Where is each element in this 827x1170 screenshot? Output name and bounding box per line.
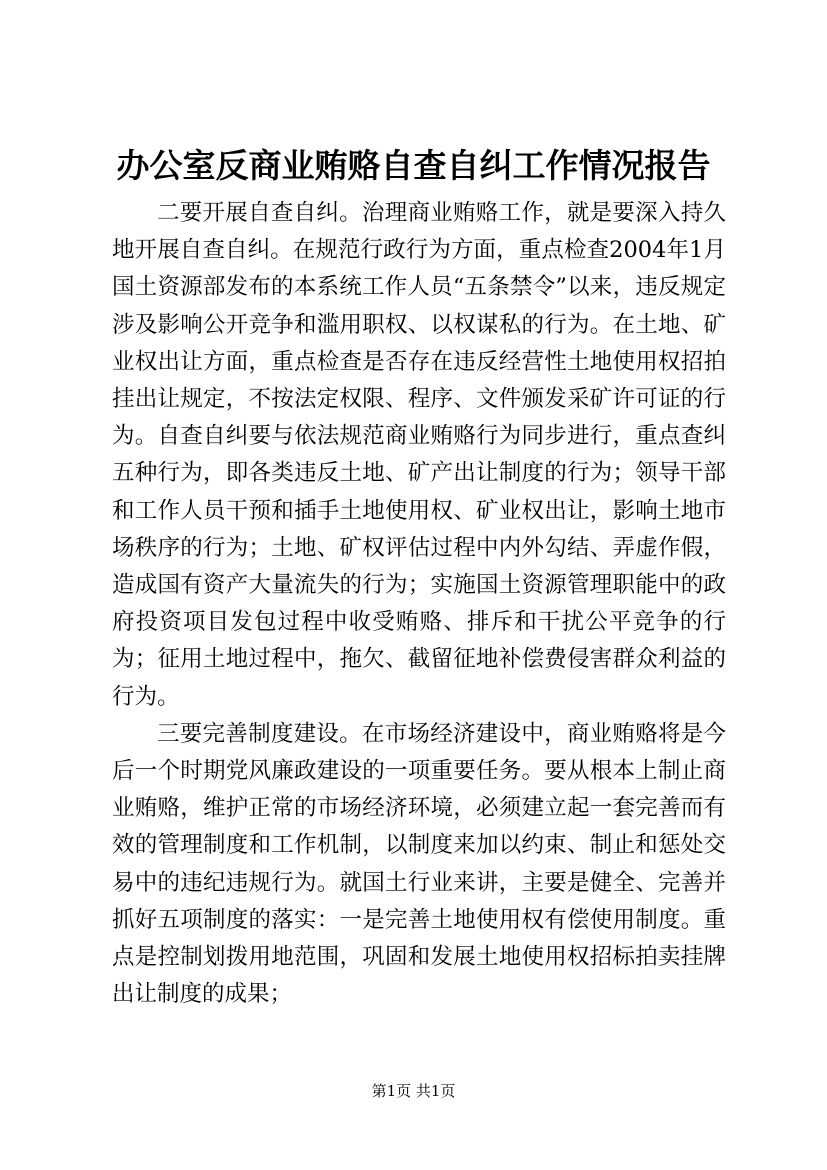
document-title: 办公室反商业贿赂自查自纠工作情况报告 <box>116 146 711 185</box>
paragraph: 二要开展自查自纠。治理商业贿赂工作，就是要深入持久地开展自查自纠。在规范行政行为方面，重点检查2004年1月国土资源部发布的本系统工作人员“五条禁令”以来，违反规定涉及影响公开竞争和滥用职权、以权谋私的行为。在土地、矿业权出让方面，重点检查是否存在违反经营性土地使用权招拍挂出让规定，不按法定权限、程序、文件颁发采矿许可证的行为。自查自纠要与依法规范商业贿赂行为同步进行，重点查纠五种行为，即各类违反土地、矿产出让制度的行为；领导干部和工作人员干预和插手土地使用权、矿业权出让，影响土地市场秩序的行为；土地、矿权评估过程中内外勾结、弄虚作假，造成国有资产大量流失的行为；实施国土资源管理职能中的政府投资项目发包过程中收受贿赂、排斥和干扰公平竞争的行为；征用土地过程中，拖欠、截留征地补偿费侵害群众利益的行为。 <box>112 200 726 710</box>
paragraph: 三要完善制度建设。在市场经济建设中，商业贿赂将是今后一个时期党风廉政建设的一项重要任务。要从根本上制止商业贿赂，维护正常的市场经济环境，必须建立起一套完善而有效的管理制度和工作机制，以制度来加以约束、制止和惩处交易中的违纪违规行为。就国土行业来讲，主要是健全、完善并抓好五项制度的落实：一是完善土地使用权有偿使用制度。重点是控制划拨用地范围，巩固和发展土地使用权招标拍卖挂牌出让制度的成果； <box>112 720 726 1008</box>
document-body <box>112 195 726 1013</box>
page-footer: 第1页 共1页 <box>371 1082 456 1100</box>
